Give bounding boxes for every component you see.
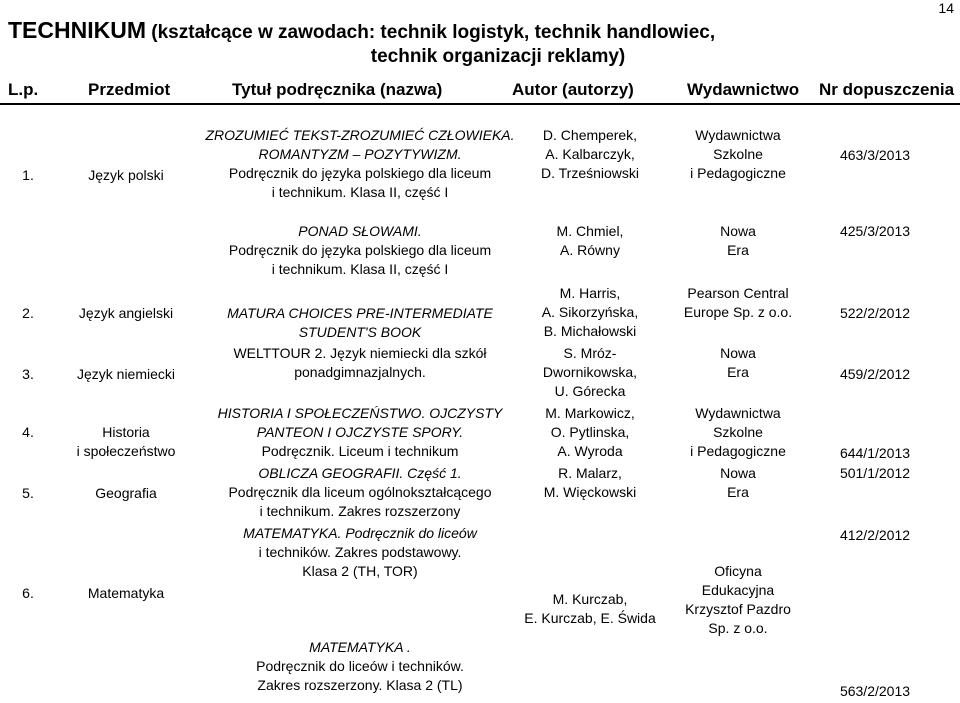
row-title-cont xyxy=(205,164,515,202)
row-nr: 522/2/2012 xyxy=(839,305,911,321)
table-row xyxy=(0,404,960,464)
title-line: ZROZUMIEĆ TEKST-ZROZUMIEĆ CZŁOWIEKA. xyxy=(205,127,515,143)
row-title xyxy=(205,222,515,279)
header-publisher: Wydawnictwo xyxy=(687,80,800,99)
row-nr: 412/2/2012 xyxy=(839,527,911,543)
header-author: Autor (autorzy) xyxy=(512,80,634,99)
publisher-line: Pearson Central xyxy=(687,285,789,301)
row-publisher xyxy=(668,562,808,638)
row-publisher xyxy=(668,404,808,461)
subject-line: Historia xyxy=(102,424,150,440)
row-authors xyxy=(520,590,660,628)
title-line: PANTEON I OJCZYSTE SPORY. xyxy=(256,424,464,440)
row-title xyxy=(205,404,515,461)
author-line: M. Więckowski xyxy=(543,484,637,500)
row-authors xyxy=(520,284,660,341)
author-line: O. Pytlinska, xyxy=(550,424,630,440)
row-number: 3. xyxy=(22,366,34,382)
header-lp: L.p. xyxy=(8,80,39,99)
table-row xyxy=(0,126,960,206)
row-number: 1. xyxy=(22,167,34,183)
title-line: MATEMATYKA . xyxy=(309,639,411,655)
subject-line: i społeczeństwo xyxy=(76,443,176,459)
author-line: A. Kalbarczyk, xyxy=(545,146,635,162)
title-line: Podręcznik do liceów i techników. xyxy=(256,658,464,674)
title-line: MATEMATYKA. Podręcznik do liceów xyxy=(243,525,477,541)
title-line: Podręcznik do języka polskiego dla liceum xyxy=(228,165,492,181)
publisher-line: i Pedagogiczne xyxy=(690,443,786,459)
row-nr: 459/2/2012 xyxy=(839,366,911,382)
row-publisher xyxy=(668,464,808,502)
row-publisher xyxy=(668,284,808,322)
header-subject: Przedmiot xyxy=(88,80,171,99)
row-number: 5. xyxy=(22,485,34,501)
publisher-line: Oficyna xyxy=(714,563,762,579)
table-row xyxy=(0,524,960,700)
page-title xyxy=(8,18,948,69)
author-line: D. Chemperek, xyxy=(542,127,638,143)
publisher-line: Era xyxy=(727,242,749,258)
row-number: 4. xyxy=(22,424,34,440)
table-row xyxy=(0,284,960,344)
row-subject: Język niemiecki xyxy=(76,366,176,382)
row-publisher xyxy=(668,126,808,183)
author-line: E. Kurczab, E. Świda xyxy=(524,610,656,626)
author-line: D. Trześniowski xyxy=(540,165,640,181)
title-line: MATURA CHOICES PRE-INTERMEDIATE xyxy=(227,305,493,321)
title-line: i techników. Zakres podstawowy. xyxy=(258,544,462,560)
row-title xyxy=(205,304,515,342)
title-line: OBLICZA GEOGRAFII. Część 1. xyxy=(258,465,462,481)
author-line: U. Górecka xyxy=(554,383,626,399)
title-line: i technikum. Klasa II, część I xyxy=(271,261,449,277)
publisher-line: Era xyxy=(727,484,749,500)
title-line: Podręcznik dla liceum ogólnokształcącego xyxy=(228,484,492,500)
row-publisher xyxy=(668,344,808,382)
row-nr: 425/3/2013 xyxy=(839,223,911,239)
author-line: Dwornikowska, xyxy=(542,364,638,380)
publisher-line: Wydawnictwa xyxy=(695,405,781,421)
author-line: A. Sikorzyńska, xyxy=(541,304,639,320)
author-line: M. Harris, xyxy=(559,285,621,301)
title-line: Zakres rozszerzony. Klasa 2 (TL) xyxy=(257,677,463,693)
title-rest: (kształcące w zawodach: technik logistyk, technik handlowiec, xyxy=(146,22,716,43)
title-line: HISTORIA I SPOŁECZEŃSTWO. OJCZYSTY xyxy=(217,405,503,421)
row-subject: Geografia xyxy=(95,485,157,501)
publisher-line: Szkolne xyxy=(713,424,763,440)
title-line: Podręcznik do języka polskiego dla liceum xyxy=(228,242,492,258)
title-line: Podręcznik. Liceum i technikum xyxy=(261,443,459,459)
title-line: STUDENT'S BOOK xyxy=(298,324,422,340)
table-header xyxy=(0,77,960,105)
row-nr-b: 563/2/2013 xyxy=(839,683,911,699)
title-line: Klasa 2 (TH, TOR) xyxy=(302,563,418,579)
title-line: i technikum. Zakres rozszerzony xyxy=(259,503,461,519)
page-number: 14 xyxy=(938,0,954,16)
author-line: M. Markowicz, xyxy=(545,405,635,421)
publisher-line: Krzysztof Pazdro xyxy=(685,601,791,617)
row-subject xyxy=(60,423,192,461)
row-number: 6. xyxy=(22,585,34,601)
table-row xyxy=(0,344,960,404)
row-title-b xyxy=(205,638,515,695)
row-authors xyxy=(520,344,660,401)
author-line: S. Mróz- xyxy=(563,345,617,361)
publisher-line: i Pedagogiczne xyxy=(690,165,786,181)
author-line: A. Wyroda xyxy=(557,443,623,459)
publisher-line: Szkolne xyxy=(713,146,763,162)
title-line: PONAD SŁOWAMI. xyxy=(298,223,422,239)
table-row xyxy=(0,464,960,524)
author-line: M. Kurczab, xyxy=(552,591,628,607)
row-title xyxy=(205,344,515,382)
row-number: 2. xyxy=(22,305,34,321)
title-line: WELTTOUR 2. Język niemiecki dla szkół xyxy=(233,345,487,361)
row-subject: Matematyka xyxy=(87,585,165,601)
author-line: A. Równy xyxy=(560,242,620,258)
row-publisher xyxy=(668,222,808,260)
publisher-line: Sp. z o.o. xyxy=(708,620,768,636)
author-line: R. Malarz, xyxy=(558,465,622,481)
row-authors xyxy=(520,126,660,183)
row-authors xyxy=(520,222,660,260)
publisher-line: Wydawnictwa xyxy=(695,127,781,143)
publisher-line: Nowa xyxy=(720,223,756,239)
author-line: M. Chmiel, xyxy=(556,223,624,239)
row-nr: 644/1/2013 xyxy=(839,445,911,461)
title-line: ROMANTYZM – POZYTYWIZM. xyxy=(258,146,462,162)
row-authors xyxy=(520,464,660,502)
publisher-line: Edukacyjna xyxy=(701,582,775,598)
header-nr: Nr dopuszczenia xyxy=(819,80,955,99)
title-main: TECHNIKUM xyxy=(8,17,146,43)
publisher-line: Nowa xyxy=(720,345,756,361)
title-line: i technikum. Klasa II, część I xyxy=(271,184,449,200)
row-subject: Język polski xyxy=(88,167,164,183)
row-title xyxy=(205,464,515,521)
title-line2: technik organizacji reklamy) xyxy=(370,46,626,67)
author-line: B. Michałowski xyxy=(543,323,637,339)
table-row xyxy=(0,222,960,284)
row-authors xyxy=(520,404,660,461)
row-nr: 501/1/2012 xyxy=(839,465,911,481)
row-title xyxy=(205,126,515,164)
row-subject: Język angielski xyxy=(78,305,174,321)
header-title: Tytuł podręcznika (nazwa) xyxy=(232,80,443,99)
row-title xyxy=(205,524,515,581)
title-line: ponadgimnazjalnych. xyxy=(294,364,426,380)
publisher-line: Nowa xyxy=(720,465,756,481)
publisher-line: Era xyxy=(727,364,749,380)
publisher-line: Europe Sp. z o.o. xyxy=(683,304,793,320)
row-nr: 463/3/2013 xyxy=(839,147,911,163)
